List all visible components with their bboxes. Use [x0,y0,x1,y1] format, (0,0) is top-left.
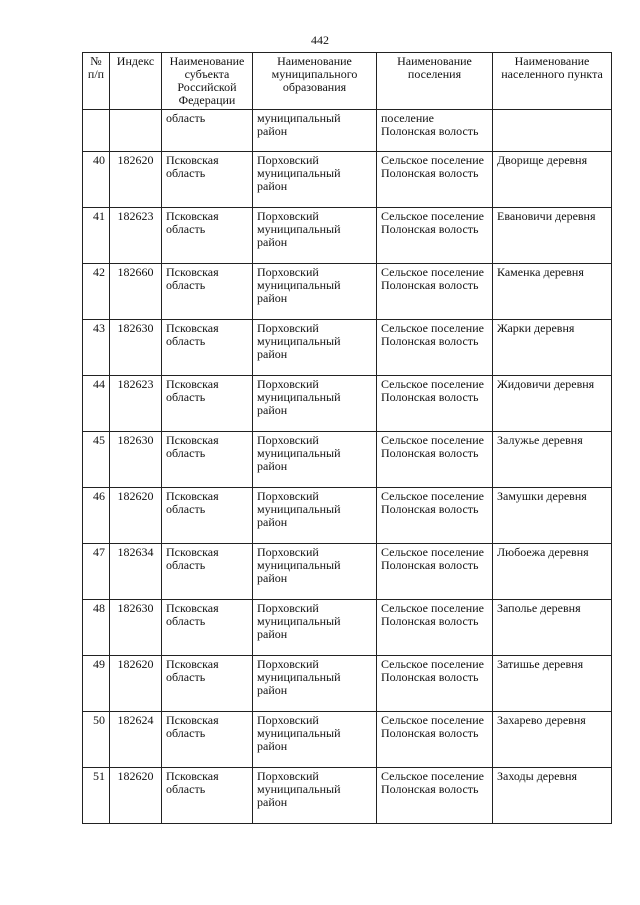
table-cell: Сельское поселение Полонская волость [377,208,493,264]
table-row [83,264,612,320]
table-cell: Порховский муниципальный район [253,152,377,208]
table-cell: Порховский муниципальный район [253,376,377,432]
table-cell: 40 [83,152,110,208]
table-row [83,712,612,768]
table-cell: Сельское поселение Полонская волость [377,656,493,712]
header-locality: Наименование населенного пункта [493,53,612,110]
table-cell: 182623 [110,376,162,432]
table-cell: 182630 [110,320,162,376]
table-cell: Дворище деревня [493,152,612,208]
table-cell: поселение Полонская волость [377,110,493,152]
table-cell: 49 [83,656,110,712]
header-number: № п/п [83,53,110,110]
table-row [83,768,612,824]
table-cell [110,110,162,152]
table-cell: Сельское поселение Полонская волость [377,432,493,488]
table-cell: Затишье деревня [493,656,612,712]
table-cell: 182630 [110,600,162,656]
table-cell: Порховский муниципальный район [253,320,377,376]
table-cell: Сельское поселение Полонская волость [377,152,493,208]
table-cell: Сельское поселение Полонская волость [377,600,493,656]
table-cell: 41 [83,208,110,264]
table-row [83,600,612,656]
table-cell: Любоежа деревня [493,544,612,600]
table-row [83,544,612,600]
table-cell: 51 [83,768,110,824]
table-cell: Каменка деревня [493,264,612,320]
table-cell: Псковская область [162,264,253,320]
table-row [83,488,612,544]
table-cell: 182630 [110,432,162,488]
table-cell: Сельское поселение Полонская волость [377,712,493,768]
table-cell: Замушки деревня [493,488,612,544]
table-cell: Псковская область [162,488,253,544]
table-cell: Сельское поселение Полонская волость [377,488,493,544]
table-cell: Порховский муниципальный район [253,656,377,712]
table-cell: Порховский муниципальный район [253,768,377,824]
table-cell [493,110,612,152]
header-index: Индекс [110,53,162,110]
table-cell: Порховский муниципальный район [253,712,377,768]
table-cell: 46 [83,488,110,544]
table-cell: Сельское поселение Полонская волость [377,768,493,824]
table-cell: Псковская область [162,712,253,768]
table-cell: 182620 [110,488,162,544]
table-cell: Псковская область [162,656,253,712]
table-cell: 47 [83,544,110,600]
table-cell: Псковская область [162,152,253,208]
table-cell: Порховский муниципальный район [253,208,377,264]
table-cell: 182634 [110,544,162,600]
table-cell: Порховский муниципальный район [253,432,377,488]
table-cell: Псковская область [162,768,253,824]
table-row [83,376,612,432]
table-cell: Сельское поселение Полонская волость [377,376,493,432]
table-row [83,152,612,208]
table-cell [83,110,110,152]
table-cell: Псковская область [162,544,253,600]
table-cell: 182624 [110,712,162,768]
table-header-row [83,53,612,110]
table-cell: область [162,110,253,152]
table-cell: 182660 [110,264,162,320]
table-cell: муниципальный район [253,110,377,152]
page-number: 442 [311,33,329,47]
table-row-continuation [83,110,612,152]
table-cell: Заходы деревня [493,768,612,824]
table-row [83,656,612,712]
table-cell: Сельское поселение Полонская волость [377,320,493,376]
table-row [83,208,612,264]
table-cell: 44 [83,376,110,432]
table-cell: Заполье деревня [493,600,612,656]
table-cell: Жидовичи деревня [493,376,612,432]
table-cell: 182623 [110,208,162,264]
table-cell: 48 [83,600,110,656]
table-cell: Залужье деревня [493,432,612,488]
table-cell: Сельское поселение Полонская волость [377,544,493,600]
table-cell: 43 [83,320,110,376]
table-cell: 182620 [110,656,162,712]
settlements-table [82,52,612,824]
table-cell: 42 [83,264,110,320]
header-settlement: Наименование поселения [377,53,493,110]
table-cell: Псковская область [162,376,253,432]
table-row [83,432,612,488]
table-cell: Жарки деревня [493,320,612,376]
table-cell: Сельское поселение Полонская волость [377,264,493,320]
table-cell: 50 [83,712,110,768]
table-cell: 182620 [110,152,162,208]
table-cell: Псковская область [162,208,253,264]
table-cell: Порховский муниципальный район [253,600,377,656]
header-subject: Наименование субъекта Российской Федерации [162,53,253,110]
table-cell: Псковская область [162,432,253,488]
table-cell: Захарево деревня [493,712,612,768]
table-cell: 45 [83,432,110,488]
table-cell: Псковская область [162,320,253,376]
table-cell: Псковская область [162,600,253,656]
table-cell: Порховский муниципальный район [253,544,377,600]
table-cell: 182620 [110,768,162,824]
header-municipality: Наименование муниципального образования [253,53,377,110]
table-cell: Порховский муниципальный район [253,488,377,544]
table-row [83,320,612,376]
table-cell: Порховский муниципальный район [253,264,377,320]
table-cell: Евановичи деревня [493,208,612,264]
